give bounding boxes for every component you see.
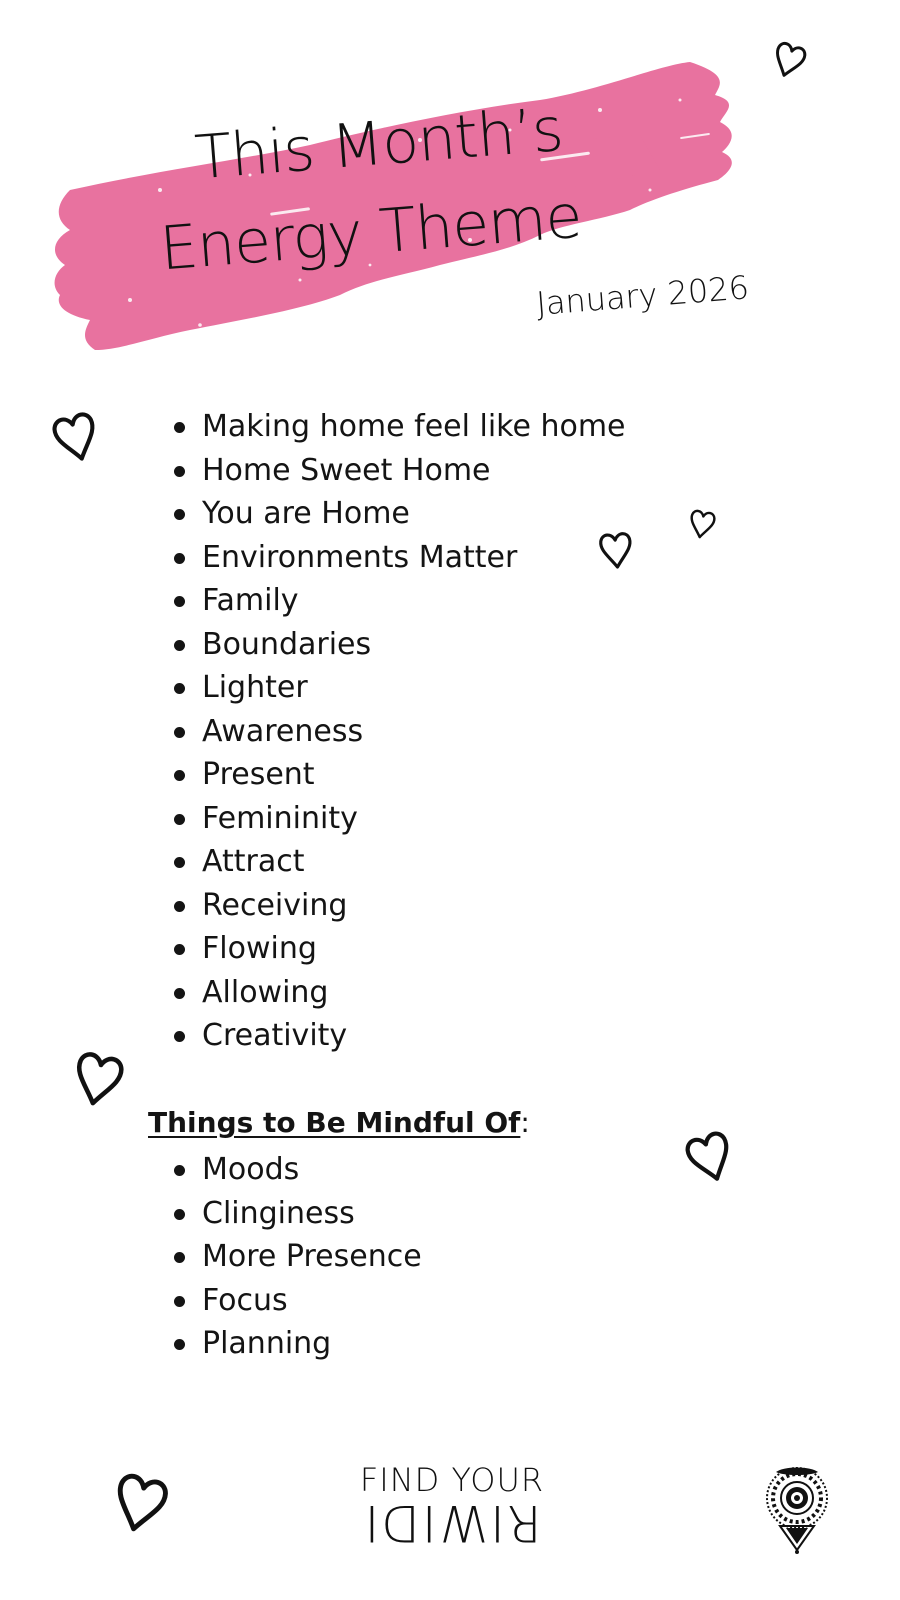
mindful-heading-colon: :	[520, 1106, 530, 1139]
heart-icon	[596, 527, 636, 574]
list-item: Allowing	[158, 971, 626, 1015]
theme-date: January 2026	[535, 268, 751, 323]
list-item: Lighter	[158, 666, 626, 710]
list-item: Receiving	[158, 884, 626, 928]
theme-list	[158, 405, 626, 1058]
list-item: You are Home	[158, 492, 626, 536]
list-item: Creativity	[158, 1014, 626, 1058]
list-item: Present	[158, 753, 626, 797]
list-item: Awareness	[158, 710, 626, 754]
list-item: More Presence	[158, 1235, 422, 1279]
brand-logo	[352, 1461, 552, 1552]
title-line-1: This Month’s	[192, 94, 566, 194]
list-item: Boundaries	[158, 623, 626, 667]
logo-line-1: FIND YOUR	[359, 1461, 545, 1499]
mindful-heading	[148, 1106, 530, 1139]
brand-emblem-icon	[762, 1460, 832, 1555]
list-item: Making home feel like home	[158, 405, 626, 449]
list-item: Home Sweet Home	[158, 449, 626, 493]
list-item: Attract	[158, 840, 626, 884]
heart-icon	[104, 1462, 175, 1543]
list-item: Family	[158, 579, 626, 623]
heart-icon	[685, 504, 719, 544]
title-line-2: Energy Theme	[157, 181, 584, 285]
heart-icon	[65, 1039, 130, 1118]
heart-icon	[678, 1122, 742, 1192]
mindful-list	[158, 1148, 422, 1366]
list-item: Flowing	[158, 927, 626, 971]
heart-icon	[766, 34, 812, 86]
list-item: Environments Matter	[158, 536, 626, 580]
list-item: Moods	[158, 1148, 422, 1192]
list-item: Planning	[158, 1322, 422, 1366]
list-item: Focus	[158, 1279, 422, 1323]
list-item: Femininity	[158, 797, 626, 841]
mindful-heading-text: Things to Be Mindful Of	[148, 1106, 521, 1139]
logo-line-2: RIWIDI	[362, 1494, 542, 1552]
list-item: Clinginess	[158, 1192, 422, 1236]
heart-icon	[46, 405, 106, 470]
